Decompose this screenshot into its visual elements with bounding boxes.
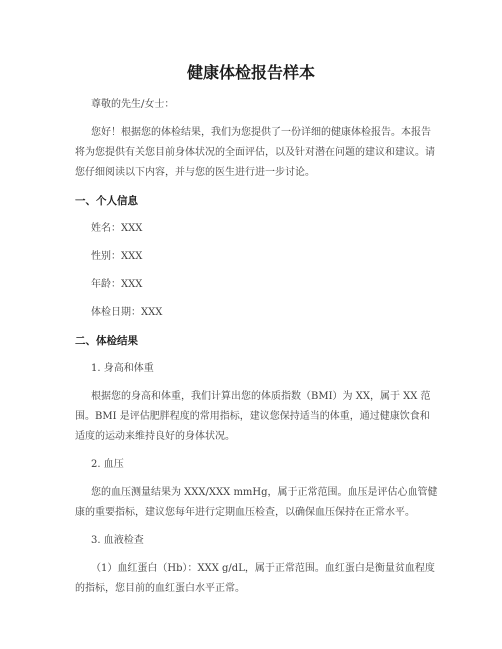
item-blood-pressure-line-1: 您的血压测量结果为 XXX/XXX mmHg，属于正常范围。血压是评估心血管健 — [91, 487, 438, 498]
document-title: 健康体检报告样本 — [186, 63, 315, 82]
item-height-weight-line-2: 围。BMI 是评估肥胖程度的常用指标，建议您保持适当的体重，通过健康饮食和 — [75, 411, 430, 422]
item-blood-test-line-1: （1）血红蛋白（Hb）：XXX g/dL，属于正常范围。血红蛋白是衡量贫血程度 — [91, 563, 435, 574]
greeting: 尊敬的先生/女士： — [91, 99, 175, 110]
item-blood-pressure-line-2: 康的重要指标，建议您每年进行定期血压检查，以确保血压保持在正常水平。 — [75, 507, 415, 518]
intro-line-1: 您好！根据您的体检结果，我们为您提供了一份详细的健康体检报告。本报告 — [91, 127, 431, 138]
item-blood-test-title: 3. 血液检查 — [91, 535, 144, 546]
field-age: 年龄：XXX — [91, 279, 143, 290]
item-height-weight-title: 1. 身高和体重 — [91, 363, 154, 374]
item-blood-pressure-title: 2. 血压 — [91, 459, 124, 470]
intro-line-2: 将为您提供有关您目前身体状况的全面评估，以及针对潜在问题的建议和建议。请 — [75, 147, 435, 158]
field-exam-date: 体检日期：XXX — [91, 307, 163, 318]
item-height-weight-line-1: 根据您的身高和体重，我们计算出您的体质指数（BMI）为 XX，属于 XX 范 — [91, 391, 431, 402]
item-height-weight-line-3: 适度的运动来维持良好的身体状况。 — [75, 431, 235, 442]
item-blood-test-line-2: 的指标，您目前的血红蛋白水平正常。 — [75, 583, 245, 594]
field-gender: 性别：XXX — [91, 251, 143, 262]
section-heading-personal-info: 一、个人信息 — [75, 195, 138, 207]
intro-line-3: 您仔细阅读以下内容，并与您的医生进行进一步讨论。 — [75, 167, 315, 178]
section-heading-exam-results: 二、体检结果 — [75, 335, 138, 347]
field-name: 姓名：XXX — [91, 223, 143, 234]
